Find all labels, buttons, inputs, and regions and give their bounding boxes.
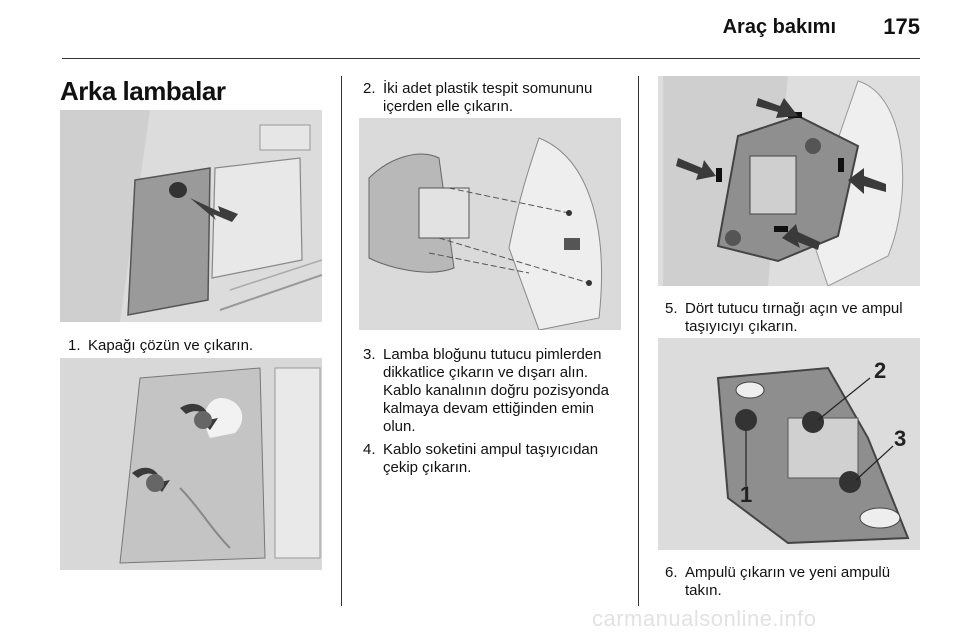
step-text-line-1: Lamba bloğunu tutucu pimlerden: [383, 346, 602, 363]
step-number: 5.: [665, 300, 678, 317]
step-text-line-4: kalmaya devam ettiğinden emin: [383, 400, 594, 417]
figure-trunk-cover: [60, 110, 322, 322]
step-text-line-1: İki adet plastik tespit somununu: [383, 80, 593, 97]
column-divider-2: [638, 76, 639, 606]
step-text-line-2: taşıyıcıyı çıkarın.: [685, 318, 798, 335]
step-number: 4.: [363, 441, 376, 458]
bulb-label-1: 1: [740, 482, 753, 507]
step-text-line-1: Kablo soketini ampul taşıyıcıdan: [383, 441, 599, 458]
step-6: [665, 564, 940, 602]
step-text-line-1: Dört tutucu tırnağı açın ve ampul: [685, 300, 903, 317]
figure-bulb-positions: [658, 338, 920, 550]
figure-bulb-carrier-tabs: [658, 76, 920, 286]
step-text-line-2: takın.: [685, 582, 722, 599]
step-text: Kapağı çözün ve çıkarın.: [88, 337, 254, 354]
step-text-line-2: içerden elle çıkarın.: [383, 98, 514, 115]
section-title: Arka lambalar: [60, 76, 226, 106]
step-2: [363, 80, 633, 118]
page-number: 175: [883, 14, 920, 39]
watermark-text: carmanualsonline.info: [592, 606, 817, 631]
step-number: 1.: [68, 337, 81, 354]
step-5: [665, 300, 940, 338]
running-header-title: Araç bakımı: [722, 16, 836, 38]
figure-lamp-nuts: [60, 358, 322, 570]
column-divider-1: [341, 76, 342, 606]
step-text-line-2: dikkatlice çıkarın ve dışarı alın.: [383, 364, 589, 381]
bulb-positions-illustration: [658, 338, 920, 550]
step-text-line-3: Kablo kanalının doğru pozisyonda: [383, 382, 609, 399]
bulb-label-3: 3: [894, 426, 907, 451]
figure-lamp-removal: [359, 118, 621, 330]
bulb-label-2: 2: [874, 358, 887, 383]
step-text-line-1: Ampulü çıkarın ve yeni ampulü: [685, 564, 891, 581]
trunk-cover-illustration: [60, 110, 322, 322]
step-text-line-5: olun.: [383, 418, 416, 435]
lamp-removal-illustration: [359, 118, 621, 330]
lamp-nuts-illustration: [60, 358, 322, 570]
step-number: 6.: [665, 564, 678, 581]
bulb-carrier-illustration: [658, 76, 920, 286]
header-divider: [62, 58, 920, 59]
step-4: [363, 441, 638, 479]
step-text-line-2: çekip çıkarın.: [383, 459, 472, 476]
step-3: [363, 346, 638, 438]
step-1: [68, 337, 338, 357]
step-number: 3.: [363, 346, 376, 363]
step-number: 2.: [363, 80, 376, 97]
